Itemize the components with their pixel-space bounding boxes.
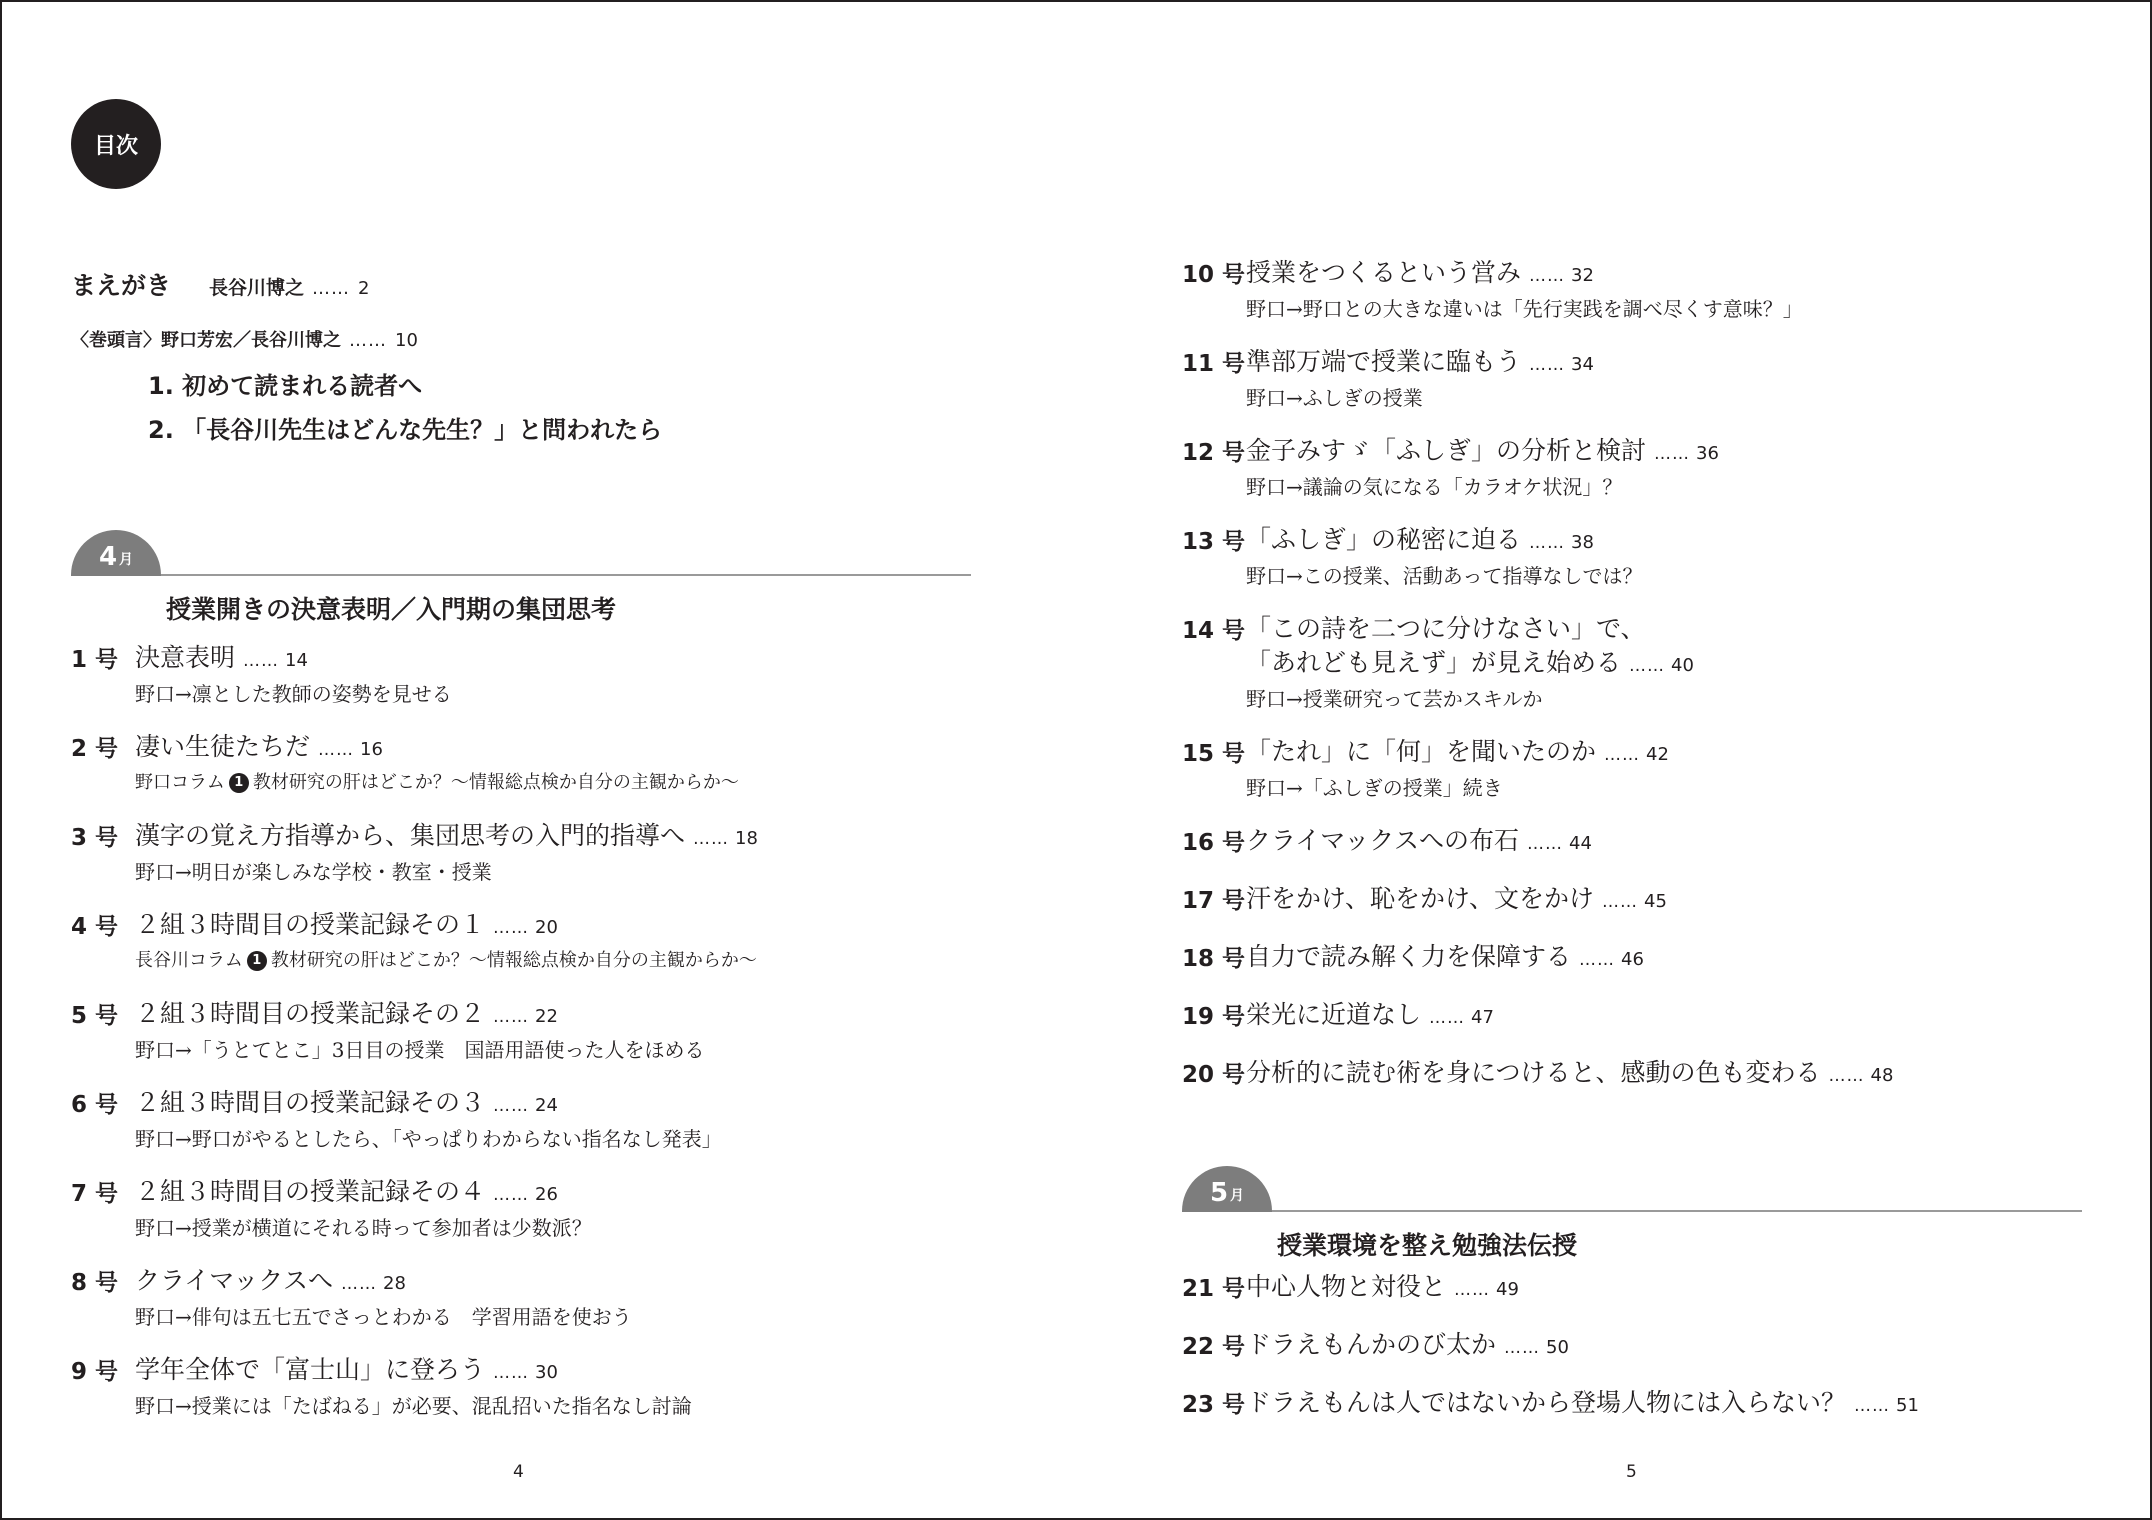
leader-dots: …… [1504,1338,1541,1358]
entry-body [1246,523,2142,590]
leader-dots: …… [312,278,351,299]
page-ref: 18 [735,828,758,849]
page-ref: 32 [1571,265,1594,286]
toc-entry[interactable] [1182,940,2142,977]
leader-dots: …… [1529,266,1566,286]
issue-number: 15 号 [1182,741,1246,767]
toc-entry[interactable] [1182,735,2142,802]
entry-column-note [135,947,1031,975]
page-ref: 10 [395,330,418,351]
entry-title-line [1246,256,2142,293]
leader-dots: …… [1654,444,1691,464]
entry-body [1246,1386,2142,1423]
issue-number: 11 号 [1182,351,1246,377]
page-ref: 49 [1496,1279,1519,1300]
leader-dots: …… [493,918,530,938]
entry-body [1246,824,2142,861]
issue-number: 3 号 [71,825,119,851]
page-ref: 14 [285,650,308,671]
month-tab [71,530,161,576]
entry-title-line [1246,612,2142,646]
issue-number: 16 号 [1182,830,1246,856]
issue-number: 4 号 [71,914,119,940]
maegaki-title: まえがき [71,271,172,300]
entry-title-line [135,730,1031,767]
entry-body [1246,882,2142,919]
issue-number: 2 号 [71,736,119,762]
toc-entry[interactable] [71,908,1031,975]
leader-dots: …… [1828,1066,1865,1086]
entry-body [1246,735,2142,802]
month-title: 授業環境を整え勉強法伝授 [1277,1231,1578,1260]
page-ref: 38 [1571,532,1594,553]
page-ref: 16 [360,739,383,760]
issue-number: 18 号 [1182,946,1246,972]
entry-note: 野口→授業研究って芸かスキルか [1246,687,1543,711]
issue-number: 8 号 [71,1270,119,1296]
entry-title: 金子みすゞ「ふしぎ」の分析と検討 [1246,436,1647,465]
month-header-april [71,530,971,640]
page-ref: 36 [1696,443,1719,464]
toc-entry[interactable] [1182,256,2142,323]
issue-number: 6 号 [71,1092,119,1118]
leader-dots: …… [493,1185,530,1205]
leader-dots: …… [693,829,730,849]
entry-body [135,1086,1031,1153]
entry-body [135,908,1031,975]
toc-entry[interactable] [71,819,1031,886]
entry-title: クライマックスへの布石 [1246,826,1520,855]
issue-number: 5 号 [71,1003,119,1029]
entry-body [135,1175,1031,1242]
issue-number: 19 号 [1182,1004,1246,1030]
right-page [1076,0,2152,1520]
leader-dots: …… [243,651,280,671]
month-tab [1182,1166,1272,1212]
entry-title-line [1246,1056,2142,1093]
entry-title: 分析的に読む術を身につけると、感動の色も変わる [1246,1058,1821,1087]
entry-title: 学年全体で「富士山」に登ろう [135,1355,486,1384]
entry-note: 野口→凛とした教師の姿勢を見せる [135,682,452,706]
toc-entry[interactable] [1182,882,2142,919]
entry-note: 野口→「ふしぎの授業」続き [1246,776,1503,800]
entry-title: ２組３時間目の授業記録その３ [135,1088,486,1117]
entry-title-line [1246,1270,2142,1307]
entry-note: 野口→議論の気になる「カラオケ状況」？ [1246,475,1623,499]
entry-body [135,819,1031,886]
entry-body [135,1353,1031,1420]
entry-note: 野口→授業が横道にそれる時って参加者は少数派？ [135,1216,592,1240]
column-title: 教材研究の肝はどこか？～情報総点検か自分の主観からか～ [270,950,757,971]
leader-dots: …… [493,1096,530,1116]
entry-title-line [1246,646,2142,683]
toc-entry[interactable] [1182,523,2142,590]
column-label: 長谷川コラム [135,950,243,971]
entry-title-line [135,1175,1031,1212]
toc-entry[interactable] [71,1086,1031,1153]
entry-title: 授業をつくるという営み [1246,258,1522,287]
entry-title: ドラえもんは人ではないから登場人物には入らない？ [1246,1388,1847,1417]
toc-badge: 目次 [71,99,161,189]
kantogen-sub-item[interactable]: 1. 初めて読まれる読者へ [148,372,423,400]
page-ref: 42 [1646,744,1669,765]
entry-title-line [1246,345,2142,382]
entry-title-line [135,641,1031,678]
entry-note: 野口→授業には「たばねる」が必要、混乱招いた指名なし討論 [135,1394,692,1418]
entry-title: ２組３時間目の授業記録その２ [135,999,486,1028]
page-ref: 2 [358,278,370,299]
entry-note: 野口→ふしぎの授業 [1246,386,1423,410]
page-ref: 20 [535,917,558,938]
entry-title: 凄い生徒たちだ [135,732,311,761]
issue-number: 23 号 [1182,1392,1246,1418]
page-ref: 30 [535,1362,558,1383]
month-unit: 月 [1230,1188,1245,1204]
entry-title: ドラえもんかのび太か [1246,1330,1497,1359]
leader-dots: …… [1454,1280,1491,1300]
entry-body [135,1264,1031,1331]
entry-title: 中心人物と対役と [1246,1272,1447,1301]
entry-title-line [1246,998,2142,1035]
issue-number: 7 号 [71,1181,119,1207]
page-ref: 24 [535,1095,558,1116]
toc-entry[interactable] [1182,824,2142,861]
toc-entry[interactable] [1182,998,2142,1035]
page-ref: 45 [1644,891,1667,912]
entry-body [1246,1056,2142,1093]
entry-title-line [1246,824,2142,861]
entry-body [135,641,1031,708]
entry-title-line [1246,434,2142,471]
entry-title-line [135,1353,1031,1390]
leader-dots: …… [318,740,355,760]
entry-body [1246,1328,2142,1365]
leader-dots: …… [341,1274,378,1294]
month-title: 授業開きの決意表明／入門期の集団思考 [166,595,617,624]
page-ref: 22 [535,1006,558,1027]
month-number: 5 [1209,1178,1229,1208]
kantogen-sub-item[interactable]: 2. 「長谷川先生はどんな先生？」と問われたら [148,416,663,444]
toc-entry[interactable] [1182,1328,2142,1365]
page-ref: 28 [383,1273,406,1294]
toc-entry[interactable] [1182,434,2142,501]
page-number: 4 [513,1462,524,1482]
page-ref: 51 [1896,1395,1919,1416]
maegaki-author: 長谷川博之 [209,277,305,299]
page-ref: 50 [1546,1337,1569,1358]
entry-title-line [1246,523,2142,560]
entry-body [1246,434,2142,501]
column-label: 野口コラム [135,772,225,793]
page-ref: 44 [1569,833,1592,854]
entry-title-line [135,1264,1031,1301]
toc-entry[interactable] [71,641,1031,708]
issue-number: 20 号 [1182,1062,1246,1088]
entry-note: 野口→「うとてとこ」3日目の授業 国語用語使った人をほめる [135,1038,705,1062]
numbered-circle-icon: 1 [229,773,249,793]
page-ref: 48 [1870,1065,1894,1086]
month-rule [161,574,971,576]
toc-entry[interactable] [1182,1270,2142,1307]
issue-number: 10 号 [1182,262,1246,288]
issue-number: 22 号 [1182,1334,1246,1360]
toc-entry[interactable] [1182,612,2142,713]
leader-dots: …… [1604,745,1641,765]
toc-entry[interactable] [71,1353,1031,1420]
entry-column-note [135,769,1031,797]
maegaki-entry[interactable] [71,266,369,302]
entry-title-line [1246,882,2142,919]
entry-body [135,730,1031,797]
entry-title: ２組３時間目の授業記録その１ [135,910,486,939]
entry-body [1246,345,2142,412]
toc-entry[interactable] [71,1264,1031,1331]
entry-title: 汗をかけ、恥をかけ、文をかけ [1246,884,1595,913]
entry-note: 野口→この授業、活動あって指導なしでは？ [1246,564,1643,588]
entry-title: 「ふしぎ」の秘密に迫る [1246,525,1522,554]
leader-dots: …… [349,330,387,351]
leader-dots: …… [493,1363,530,1383]
entry-title-line [1246,1328,2142,1365]
entry-body [1246,612,2142,713]
entry-body [1246,940,2142,977]
entry-note: 野口→俳句は五七五でさっとわかる 学習用語を使おう [135,1305,632,1329]
entry-title: 「この詩を二つに分けなさい」で、 [1246,614,1646,643]
leader-dots: …… [1579,950,1616,970]
toc-entry[interactable] [71,997,1031,1064]
entry-title: 自力で読み解く力を保障する [1246,942,1572,971]
leader-dots: …… [1529,533,1566,553]
issue-number: 21 号 [1182,1276,1246,1302]
page-number: 5 [1626,1462,1637,1482]
page-ref: 46 [1621,949,1644,970]
issue-number: 14 号 [1182,618,1246,644]
entry-note: 野口→野口がやるとしたら、「やっぱりわからない指名なし発表」 [135,1127,722,1151]
issue-number: 17 号 [1182,888,1246,914]
page-ref: 34 [1571,354,1594,375]
entry-body [1246,998,2142,1035]
entry-title-line [1246,735,2142,772]
issue-number: 9 号 [71,1359,119,1385]
entry-title: 準部万端で授業に臨もう [1246,347,1522,376]
toc-entry[interactable] [71,730,1031,797]
entry-title: 「あれども見えず」が見え始める [1246,648,1622,677]
month-header-may [1182,1166,2082,1276]
issue-number: 13 号 [1182,529,1246,555]
entry-title: 「たれ」に「何」を聞いたのか [1246,737,1597,766]
toc-entry[interactable] [1182,1056,2142,1093]
page-ref: 26 [535,1184,558,1205]
entry-title-line [1246,1386,2142,1423]
entry-title: 漢字の覚え方指導から、集団思考の入門的指導へ [135,821,686,850]
entry-title-line [135,819,1031,856]
entry-title-line [135,1086,1031,1123]
issue-number: 1 号 [71,647,119,673]
numbered-circle-icon: 1 [247,951,267,971]
entry-title: 栄光に近道なし [1246,1000,1422,1029]
leader-dots: …… [1529,355,1566,375]
kantogen-entry[interactable] [71,326,418,352]
entry-title-line [1246,940,2142,977]
leader-dots: …… [1527,834,1564,854]
entry-title: 決意表明 [135,643,236,672]
leader-dots: …… [1854,1396,1891,1416]
entry-note: 野口→明日が楽しみな学校・教室・授業 [135,860,492,884]
entry-title: ２組３時間目の授業記録その４ [135,1177,486,1206]
entry-title-line [135,997,1031,1034]
page-ref: 47 [1471,1007,1494,1028]
entry-body [135,997,1031,1064]
month-unit: 月 [119,552,134,568]
toc-entry[interactable] [1182,345,2142,412]
toc-entry[interactable] [71,1175,1031,1242]
leader-dots: …… [1629,656,1666,676]
month-rule [1272,1210,2082,1212]
leader-dots: …… [493,1007,530,1027]
month-number: 4 [98,542,118,572]
entry-note: 野口→野口との大きな違いは「先行実践を調べ尽くす意味？」 [1246,297,1803,321]
page-ref: 40 [1671,655,1694,676]
entry-title-line [135,908,1031,945]
entry-body [1246,256,2142,323]
leader-dots: …… [1602,892,1639,912]
column-title: 教材研究の肝はどこか？～情報総点検か自分の主観からか～ [252,772,739,793]
leader-dots: …… [1429,1008,1466,1028]
kantogen-title: 〈巻頭言〉野口芳宏／長谷川博之 [71,330,341,351]
issue-number: 12 号 [1182,440,1246,466]
entry-body [1246,1270,2142,1307]
entry-title: クライマックスへ [135,1266,334,1295]
toc-entry[interactable] [1182,1386,2142,1423]
